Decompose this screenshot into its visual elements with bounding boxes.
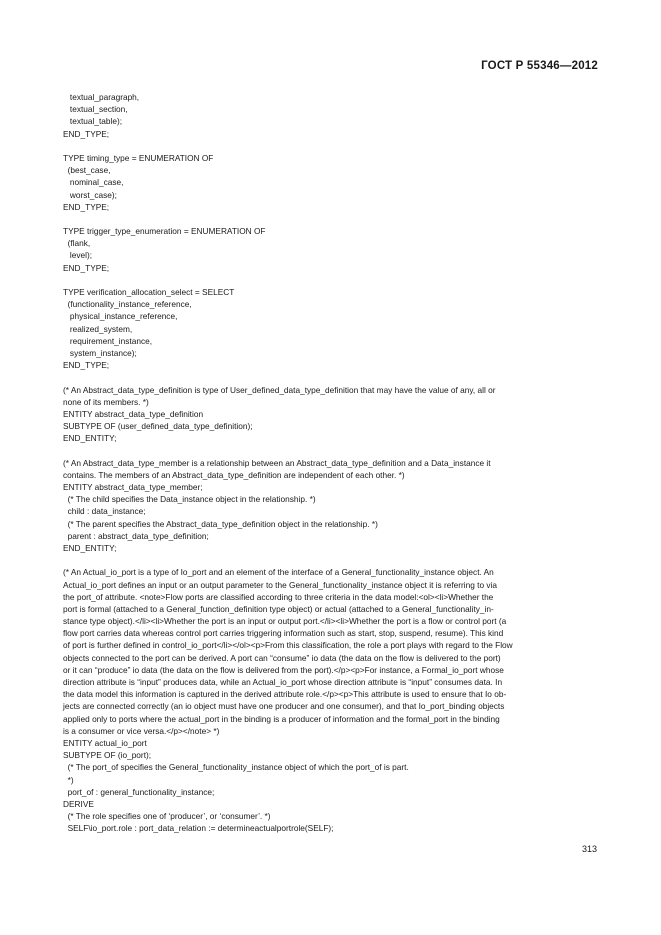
text-line: none of its members. *) (63, 396, 149, 407)
text-line: nominal_case, (63, 177, 124, 188)
text-line: TYPE verification_allocation_select = SELECT (63, 287, 235, 297)
text-line: textual_paragraph, (63, 92, 140, 102)
text-line: port_of : general_functionality_instance; (63, 786, 215, 797)
text-line: requirement_instance, (63, 335, 153, 346)
text-line: system_instance); (63, 347, 137, 358)
text-line: END_TYPE; (63, 128, 110, 139)
text-line: Actual_io_port defines an input or an output parameter to the General_functionality_instance object it is referring to via (63, 579, 498, 590)
text-line: (* The child specifies the Data_instance object in the relationship. *) (63, 494, 316, 505)
text-line: *) (63, 774, 74, 785)
text-line: stance type object).</li><li>Whether the port is an input or output port.</li><li>Whether the port is a flow or control port (a (63, 616, 507, 627)
text-line: SELF\io_port.role : port_data_relation := determineactualportrole(SELF); (63, 823, 334, 834)
text-line: ENTITY abstract_data_type_definition (63, 408, 204, 419)
text-line: applied only to ports where the actual_port in the binding is a producer of information and the formal_port in the binding (63, 713, 500, 724)
text-line: port is formal (attached to a General_function_definition type object) or actual (attached to a General_functionality_in- (63, 603, 494, 614)
text-line: child : data_instance; (63, 506, 146, 517)
text-block (63, 91, 603, 140)
text-line: SUBTYPE OF (user_defined_data_type_definition); (63, 421, 253, 432)
text-block (63, 566, 603, 834)
text-line: END_TYPE; (63, 201, 110, 212)
text-line: realized_system, (63, 323, 133, 334)
document-body (63, 91, 603, 834)
text-line: (* An Actual_io_port is a type of Io_port and an element of the interface of a General_functionality_instance object. An (63, 567, 494, 578)
text-line: END_ENTITY; (63, 542, 117, 553)
text-block (63, 384, 603, 445)
text-line: END_TYPE; (63, 360, 110, 371)
text-line: is a consumer or vice versa.</p></note> *) (63, 725, 220, 736)
text-line: (functionality_instance_reference, (63, 299, 192, 310)
text-line: TYPE timing_type = ENUMERATION OF (63, 152, 214, 163)
text-line: physical_instance_reference, (63, 311, 178, 322)
text-line: or it can “produce” io data (the data on the flow is delivered from the port).</p><p>For instance, a Formal_io_port whose (63, 664, 504, 675)
text-line: END_ENTITY; (63, 433, 117, 444)
text-block (63, 152, 603, 213)
document-standard-header: ГОСТ Р 55346—2012 (481, 60, 598, 72)
text-line: jects are connected correctly (an io object must have one producer and one consumer), and that Io_port_binding objects (63, 701, 505, 712)
text-line: (flank, (63, 238, 91, 249)
text-line: worst_case); (63, 189, 117, 200)
text-line: SUBTYPE OF (io_port); (63, 750, 152, 761)
text-line: (* The role specifies one of ‘producer’, or ‘consumer’. *) (63, 811, 271, 822)
text-line: contains. The members of an Abstract_data_type_definition are independent of each other. *) (63, 469, 405, 480)
text-line: DERIVE (63, 798, 94, 809)
text-line: textual_section, (63, 104, 128, 115)
text-block (63, 457, 603, 555)
text-block (63, 286, 603, 371)
text-line: (* An Abstract_data_type_definition is type of User_defined_data_type_definition that may have the value of any, all or (63, 384, 496, 395)
text-line: the port_of attribute. <note>Flow ports are classified according to three criteria in the data model:<ol><li>Whether the (63, 591, 494, 602)
text-line: the data model this information is captured in the derived attribute role.</p><p>This attribute is used to ensure that Io ob- (63, 689, 507, 700)
text-line: END_TYPE; (63, 262, 110, 273)
text-block (63, 225, 603, 274)
text-line: ENTITY actual_io_port (63, 737, 147, 748)
text-line: (* The port_of specifies the General_functionality_instance object of which the port_of is part. (63, 762, 409, 773)
page-number: 313 (581, 844, 597, 854)
text-line: (* The parent specifies the Abstract_data_type_definition object in the relationship. *) (63, 518, 378, 529)
text-line: objects connected to the port can be derived. A port can “consume” io data (the data on the flow is delivered to the port) (63, 652, 501, 663)
text-line: flow port carries data whereas control port carries triggering information such as start, stop, suspend, resume). This kind (63, 628, 504, 639)
text-line: direction attribute is “input” produces data, while an Actual_io_port whose direction attribute is “input” consumes data. In (63, 677, 503, 687)
text-line: of port is further defined in control_io_port</li></ol><p>From this classification, the role a port plays with regard to the Flow (63, 640, 513, 651)
text-line: ENTITY abstract_data_type_member; (63, 482, 203, 492)
text-line: level); (63, 250, 93, 261)
text-line: parent : abstract_data_type_definition; (63, 530, 209, 541)
text-line: TYPE trigger_type_enumeration = ENUMERATION OF (63, 226, 266, 237)
text-line: (best_case, (63, 165, 111, 176)
text-line: (* An Abstract_data_type_member is a relationship between an Abstract_data_type_definition and a Data_instance it (63, 457, 491, 468)
text-line: textual_table); (63, 116, 123, 127)
